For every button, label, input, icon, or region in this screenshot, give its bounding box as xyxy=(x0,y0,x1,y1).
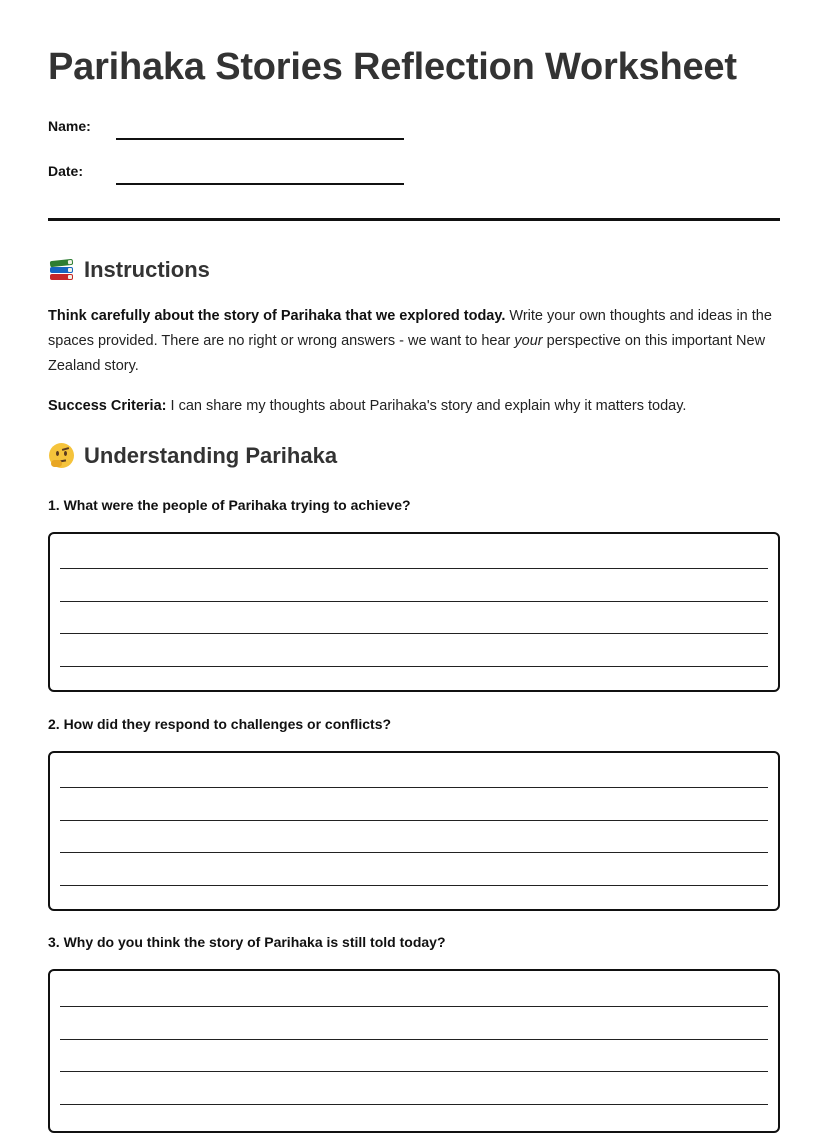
answer-box-2[interactable] xyxy=(48,751,780,911)
answer-line xyxy=(60,787,768,788)
date-label: Date: xyxy=(48,163,84,179)
question-1: 1. What were the people of Parihaka trying to achieve? xyxy=(48,497,411,513)
instructions-intro-part1: Write your own thoughts and ideas in the spaces provided. There are no right or wrong answers - we want to hear xyxy=(48,308,772,349)
answer-line xyxy=(60,1071,768,1072)
success-criteria-text: I can share my thoughts about Parihaka's story and explain why it matters today. xyxy=(166,398,687,414)
answer-line xyxy=(60,852,768,853)
understanding-heading-text: Understanding Parihaka xyxy=(84,443,338,468)
page-title: Parihaka Stories Reflection Worksheet xyxy=(48,46,737,88)
answer-line xyxy=(60,1039,768,1040)
name-field xyxy=(48,118,408,142)
header-divider xyxy=(48,218,780,221)
answer-line xyxy=(60,1006,768,1007)
instructions-intro-emphasis: your xyxy=(514,333,543,349)
instructions-heading-text: Instructions xyxy=(84,257,210,282)
answer-line xyxy=(60,601,768,602)
question-3: 3. Why do you think the story of Parihaka is still told today? xyxy=(48,934,446,950)
date-field xyxy=(48,163,408,187)
date-write-line[interactable] xyxy=(116,183,404,185)
instructions-intro-part2: perspective on this important New Zealand story. xyxy=(48,333,766,374)
name-label: Name: xyxy=(48,118,91,134)
answer-box-1[interactable] xyxy=(48,532,780,692)
answer-line xyxy=(60,666,768,667)
thinking-face-icon xyxy=(48,443,76,469)
answer-line xyxy=(60,885,768,886)
answer-line xyxy=(60,633,768,634)
instructions-heading xyxy=(48,257,210,283)
instructions-intro-bold: Think carefully about the story of Parihaka that we explored today. xyxy=(48,308,506,324)
understanding-heading xyxy=(48,443,337,469)
question-2: 2. How did they respond to challenges or conflicts? xyxy=(48,716,392,732)
success-criteria xyxy=(48,394,780,419)
success-criteria-label: Success Criteria: xyxy=(48,398,167,414)
name-write-line[interactable] xyxy=(116,138,404,140)
answer-line xyxy=(60,1104,768,1105)
answer-line xyxy=(60,820,768,821)
books-icon xyxy=(48,257,76,283)
answer-box-3[interactable] xyxy=(48,969,780,1133)
instructions-paragraph xyxy=(48,304,780,379)
answer-line xyxy=(60,568,768,569)
